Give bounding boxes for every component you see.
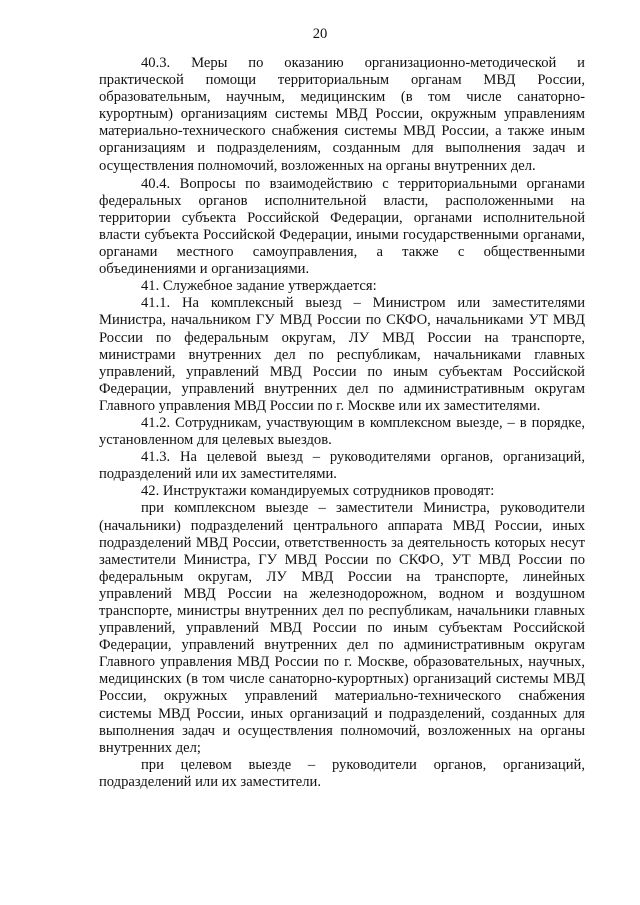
page-number: 20	[312, 26, 328, 42]
paragraph-40-4: 40.4. Вопросы по взаимодействию с территориальными органами федеральных органов исполнительной власти, расположенными на территории субъекта Российской Федерации, органами исполнительной власти субъекта Российской Федерации, иными государственными органами, органами местного самоуправления, а также с общественными объединениями и организациями.	[99, 175, 585, 278]
paragraph-40-3: 40.3. Меры по оказанию организационно-методической и практической помощи территориальным органам МВД России, образовательным, научным, медицинским (в том числе санаторно-курортным) организациям системы МВД России, окружным управлениям материально-технического снабжения системы МВД России, а также иным организациям и подразделениям, созданным для выполнения задач и осуществления полномочий, возложенных на органы внутренних дел.	[99, 55, 585, 174]
paragraph-41-3: 41.3. На целевой выезд – руководителями органов, организаций, подразделений или их заместителями.	[99, 449, 585, 483]
paragraph-42-complex-visit: при комплексном выезде – заместители Министра, руководители (начальники) подразделений центрального аппарата МВД России, иных подразделений МВД России, ответственность за деятельность которых несут заместители Министра, ГУ МВД России по СКФО, УТ МВД России по федеральным округам, ЛУ МВД России на транспорте, линейных управлений МВД России на железнодорожном, водном и воздушном транспорте, министры внутренних дел по республикам, начальники главных управлений, управлений МВД России по иным субъектам Российской Федерации, управлений внутренних дел по административным округам Главного управления МВД России по г. Москве, образовательных, научных, медицинских (в том числе санаторно-курортных) организаций системы МВД России, окружных управлений материально-технического снабжения системы МВД России, иных организаций и подразделений, созданных для выполнения задач и осуществления полномочий, возложенных на органы внутренних дел;	[99, 500, 585, 756]
paragraph-42-target-visit: при целевом выезде – руководители органов, организаций, подразделений или их заместители.	[99, 756, 585, 790]
paragraph-41-1: 41.1. На комплексный выезд – Министром или заместителями Министра, начальником ГУ МВД России по СКФО, начальниками УТ МВД России по федеральным округам, ЛУ МВД России на транспорте, министрами внутренних дел по республикам, начальниками главных управлений, управлений МВД России по иным субъектам Российской Федерации, управлений внутренних дел по административным округам Главного управления МВД России по г. Москве или их заместителями.	[99, 295, 585, 414]
paragraph-41: 41. Служебное задание утверждается:	[141, 278, 377, 295]
paragraph-41-2: 41.2. Сотрудникам, участвующим в комплексном выезде, – в порядке, установленном для целевых выездов.	[99, 414, 585, 449]
document-body	[99, 55, 585, 791]
paragraph-42: 42. Инструктажи командируемых сотрудников проводят:	[141, 483, 495, 500]
